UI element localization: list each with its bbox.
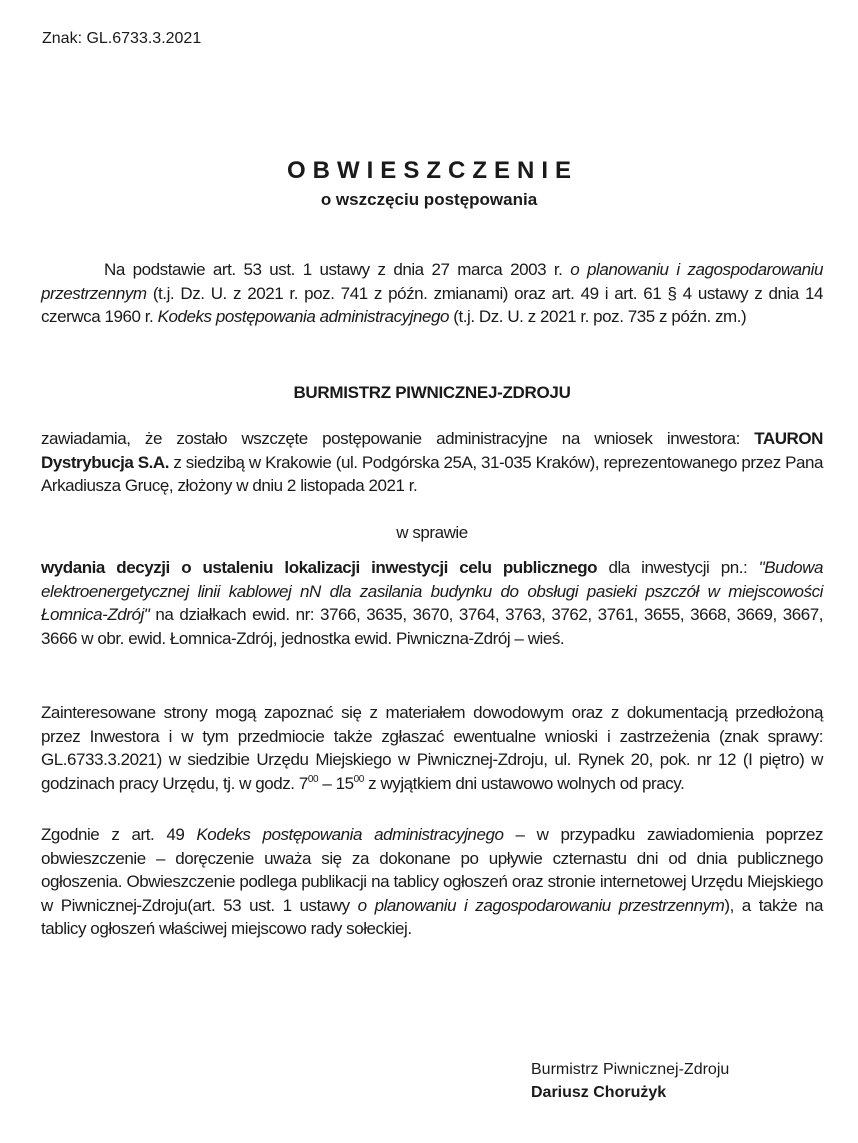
text: Zainteresowane strony mogą zapoznać się z materiałem dowodowym oraz z dokumentacją przedłożoną przez Inwestora i w tym przedmiocie także zgłaszać ewentualne wnioski i zastrzeżenia (znak sprawy: GL.6733.3.2021) w siedzibie Urzędu Miejskiego w Piwnicznej-Zdroju, ul. Rynek 20, pok. nr 12 (I piętro) w godzinach pracy Urzędu, tj. w godz. 7 [41,703,823,793]
text: na działkach ewid. nr: 3766, 3635, 3670, 3764, 3763, 3762, 3761, 3655, 3668, 3669, 3667, 3666 w obr. ewid. Łomnica-Zdrój, jednostka ewid. Piwniczna-Zdrój – wieś. [41,605,823,648]
investor-name: TAURON Dystrybucja S.A. [41,429,823,472]
notice-paragraph [41,427,823,498]
superscript: 00 [353,773,364,785]
legal-basis-paragraph [41,258,823,329]
signatory-role: Burmistrz Piwnicznej-Zdroju [531,1061,730,1078]
text: z wyjątkiem dni ustawowo wolnych od pracy. [363,773,685,793]
act-title: o planowaniu i zagospodarowaniu przestrzennym [41,260,823,303]
signatory-name: Dariusz Chorużyk [531,1084,667,1101]
code-title: Kodeks postępowania administracyjnego [157,307,450,326]
text: (t.j. Dz. U. z 2021 r. poz. 735 z późn. zm.) [449,307,747,326]
delivery-paragraph [41,823,823,941]
parties-paragraph [41,701,823,795]
document-title: OBWIESZCZENIE [286,157,578,184]
in-matter-label: w sprawie [396,523,468,542]
text: Zgodnie z art. 49 [41,825,197,844]
superscript: 00 [307,773,319,785]
text: – 15 [318,773,354,793]
decision-subject: wydania decyzji o ustaleniu lokalizacji inwestycji celu publicznego [41,558,598,577]
issuing-authority: BURMISTRZ PIWNICZNEJ-ZDROJU [293,383,571,402]
signature-block [531,1058,729,1104]
text: z siedzibą w Krakowie (ul. Podgórska 25A, 31-035 Kraków), reprezentowanego przez Pana Arkadiusza Grucę, złożony w dniu 2 listopada 2021 r. [41,452,823,495]
act-title: o planowaniu i zagospodarowaniu przestrzennym [357,895,725,915]
case-reference: Znak: GL.6733.3.2021 [42,30,202,47]
text: zawiadamia, że zostało wszczęte postępowanie administracyjne na wniosek inwestora: [41,429,755,448]
matter-paragraph [41,556,823,650]
code-title: Kodeks postępowania administracyjnego [196,825,504,844]
document-subtitle: o wszczęciu postępowania [320,190,538,209]
text: (t.j. Dz. U. z 2021 r. poz. 741 z późn. zmianami) oraz art. 49 i art. 61 § 4 ustawy z dnia 14 czerwca 1960 r. [41,283,823,326]
text: dla inwestycji pn.: [597,558,759,577]
investment-name: "Budowa elektroenergetycznej linii kablowej nN dla zasilania budynku do obsługi pasieki pszczół w miejscowości Łomnica-Zdrój" [41,558,823,624]
text: ), a także na tablicy ogłoszeń właściwej miejscowo rady sołeckiej. [41,895,824,938]
text: – w przypadku zawiadomienia poprzez obwieszczenie – doręczenie uważa się za dokonane po upływie czternastu dni od dnia publicznego ogłoszenia. Obwieszczenie podlega publikacji na tablicy ogłoszeń oraz stronie internetowej Urzędu Miejskiego w Piwnicznej-Zdroju(art. 53 ust. 1 ustawy [41,825,824,915]
text: Na podstawie art. 53 ust. 1 ustawy z dnia 27 marca 2003 r. [104,260,571,279]
